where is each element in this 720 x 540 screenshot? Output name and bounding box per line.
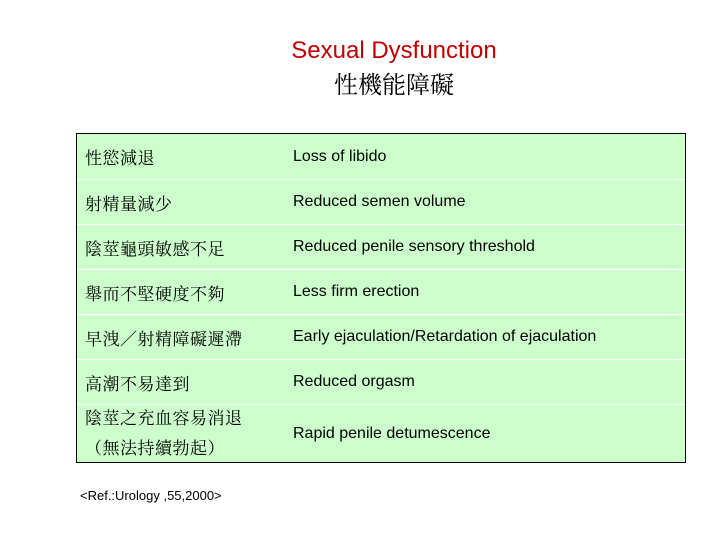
cell-english: Less firm erection	[293, 283, 420, 300]
cell-english: Reduced penile sensory threshold	[293, 238, 535, 255]
table-row	[77, 404, 685, 462]
cell-chinese: 早洩／射精障礙遲滯	[85, 329, 243, 350]
cell-chinese-line2: （無法持續勃起）	[85, 438, 225, 459]
cell-english: Loss of libido	[293, 147, 387, 165]
table-row	[77, 269, 685, 314]
table-row	[77, 134, 685, 179]
cell-chinese: 性慾減退	[85, 149, 155, 169]
table-row	[77, 179, 685, 224]
table-row	[77, 224, 685, 269]
title-english: Sexual Dysfunction	[291, 37, 497, 64]
cell-chinese-line1: 陰莖之充血容易消退	[85, 408, 243, 429]
cell-english: Early ejaculation/Retardation of ejaculation	[293, 328, 597, 345]
table-row	[77, 314, 685, 359]
cell-chinese	[85, 405, 243, 462]
cell-english: Reduced semen volume	[293, 193, 466, 210]
cell-chinese: 高潮不易達到	[85, 374, 190, 395]
cell-english: Rapid penile detumescence	[293, 424, 491, 442]
reference-note: <Ref.:Urology ,55,2000>	[80, 488, 222, 503]
symptom-table	[76, 133, 686, 463]
title-chinese: 性機能障礙	[334, 71, 454, 99]
cell-chinese: 舉而不堅硬度不夠	[85, 284, 225, 305]
cell-english: Reduced orgasm	[293, 373, 415, 390]
cell-chinese: 陰莖龜頭敏感不足	[85, 239, 225, 260]
table-row	[77, 359, 685, 404]
cell-chinese: 射精量減少	[85, 194, 173, 215]
